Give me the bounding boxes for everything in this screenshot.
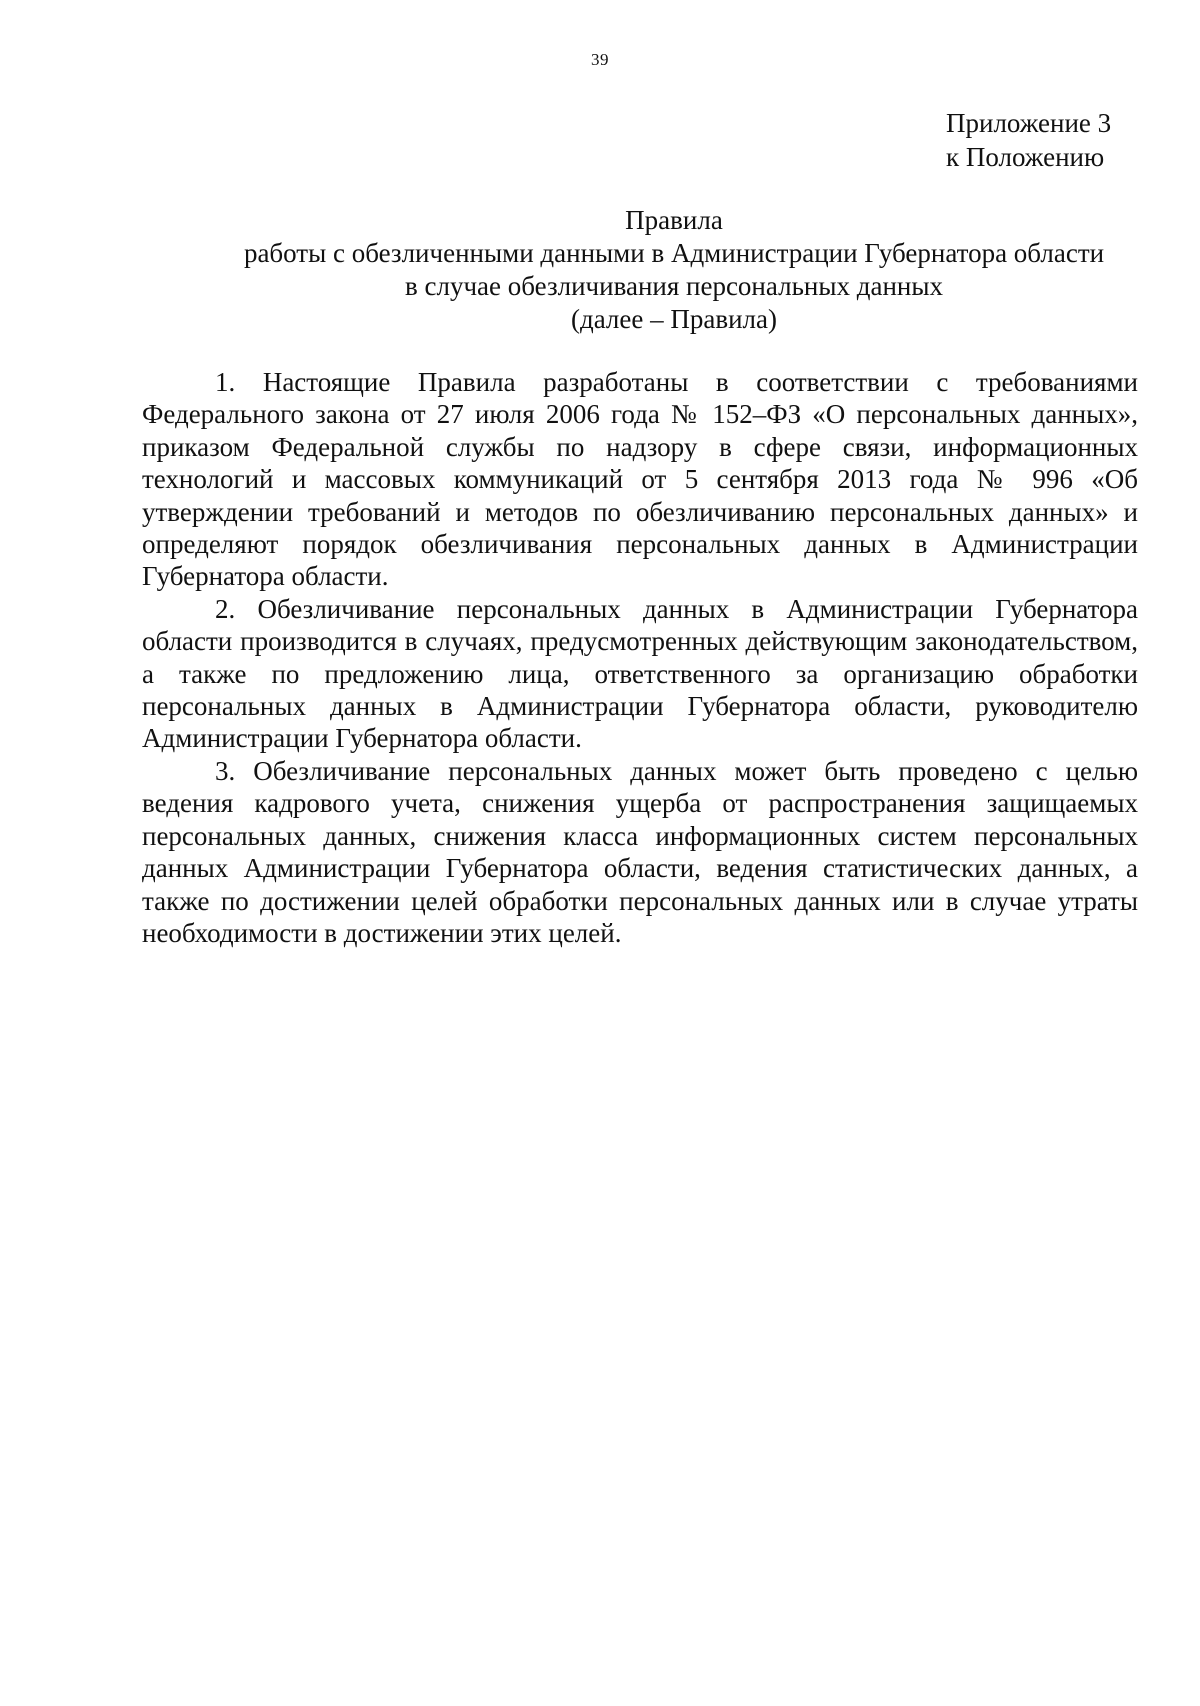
title-line-2: работы с обезличенными данными в Администрации Губернатора области bbox=[243, 238, 1105, 268]
document-body bbox=[142, 366, 1138, 949]
paragraph-2: 2. Обезличивание персональных данных в Администрации Губернатора области производится в случаях, предусмотренных действующим законодательством, а также по предложению лица, ответственного за организацию обработки персональных данных в Администрации Губернатора области, руководителю Администрации Губернатора области. bbox=[142, 593, 1138, 754]
paragraph-3: 3. Обезличивание персональных данных может быть проведено с целью ведения кадрового учета, снижения ущерба от распространения защищаемых персональных данных, снижения класса информационных систем персональных данных Администрации Губернатора области, ведения статистических данных, а также по достижении целей обработки персональных данных или в случае утраты необходимости в достижении этих целей. bbox=[142, 755, 1138, 948]
title-line-4: (далее – Правила) bbox=[570, 304, 778, 334]
page-number: 39 bbox=[591, 50, 609, 69]
title-line-1: Правила bbox=[625, 205, 723, 235]
title-line-3: в случае обезличивания персональных данных bbox=[405, 271, 943, 301]
document-title bbox=[210, 204, 1138, 336]
appendix-reference bbox=[946, 106, 1111, 174]
appendix-line-1: Приложение 3 bbox=[946, 108, 1112, 138]
paragraph-1: 1. Настоящие Правила разработаны в соответствии с требованиями Федерального закона от 27 июля 2006 года № 152–ФЗ «О персональных данных», приказом Федеральной службы по надзору в сфере связи, информационных технологий и массовых коммуникаций от 5 сентября 2013 года № 996 «Об утверждении требований и методов по обезличиванию персональных данных» и определяют порядок обезличивания персональных данных в Администрации Губернатора области. bbox=[142, 367, 1138, 592]
appendix-line-2: к Положению bbox=[946, 142, 1105, 172]
